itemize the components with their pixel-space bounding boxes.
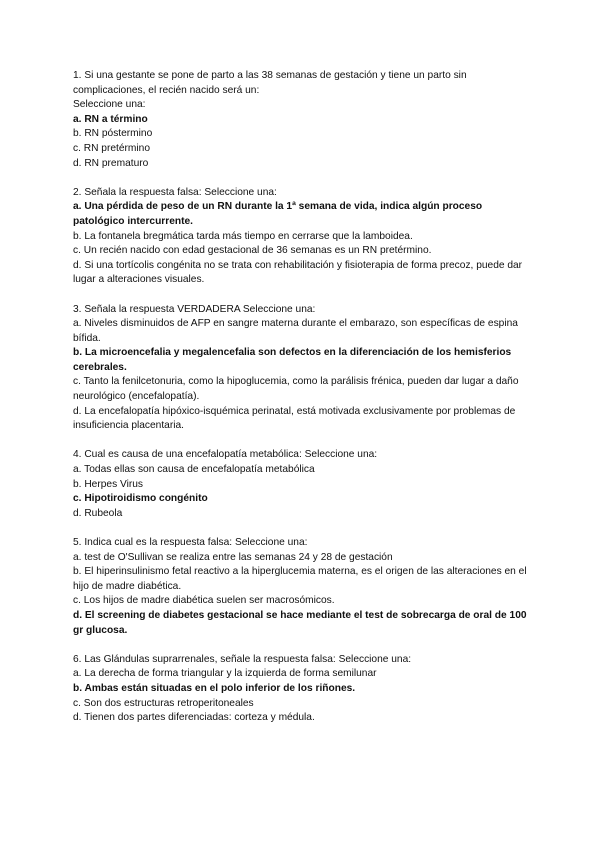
answer-option-correct: a. RN a término xyxy=(73,113,148,125)
answer-option: c. Los hijos de madre diabética suelen ser macrosómicos. xyxy=(73,595,335,607)
answer-option: d. Si una tortícolis congénita no se trata con rehabilitación y fisioterapia de forma precoz, puede dar lugar a alteraciones visuales. xyxy=(73,259,523,286)
answer-option: a. test de O'Sullivan se realiza entre las semanas 24 y 28 de gestación xyxy=(73,551,393,563)
answer-option: b. Herpes Virus xyxy=(73,478,144,490)
answer-option: b. RN póstermino xyxy=(73,128,153,140)
question-prompt: 3. Señala la respuesta VERDADERA Seleccione una: xyxy=(73,303,316,315)
answer-option: d. La encefalopatía hipóxico-isquémica perinatal, está motivada exclusivamente por problemas de insuficiencia placentaria. xyxy=(73,405,516,432)
question-1 xyxy=(73,69,530,171)
answer-option: d. Tienen dos partes diferenciadas: corteza y médula. xyxy=(73,712,315,724)
question-prompt: 6. Las Glándulas suprarrenales, señale la respuesta falsa: Seleccione una: xyxy=(73,653,412,665)
answer-option-correct: a. Una pérdida de peso de un RN durante la 1ª semana de vida, indica algún proceso patológico intercurrente. xyxy=(73,201,483,227)
answer-option: a. La derecha de forma triangular y la izquierda de forma semilunar xyxy=(73,668,377,680)
answer-option-correct: c. Hipotiroidismo congénito xyxy=(73,493,208,505)
answer-option: d. RN prematuro xyxy=(73,157,149,169)
question-prompt: 5. Indica cual es la respuesta falsa: Seleccione una: xyxy=(73,537,308,548)
answer-option: a. Todas ellas son causa de encefalopatía metabólica xyxy=(73,464,315,476)
question-6 xyxy=(73,653,530,726)
answer-option-correct: d. El screening de diabetes gestacional se hace mediante el test de sobrecarga de oral de 100 gr glucosa. xyxy=(73,609,527,636)
answer-option: b. La fontanela bregmática tarda más tiempo en cerrarse que la lamboidea. xyxy=(73,230,413,242)
answer-option: c. RN pretérmino xyxy=(73,142,150,154)
answer-option: b. El hiperinsulinismo fetal reactivo a la hiperglucemia materna, es el origen de las alteraciones en el hijo de madre diabética. xyxy=(73,566,527,592)
question-prompt: 4. Cual es causa de una encefalopatía metabólica: Seleccione una: xyxy=(73,449,378,461)
answer-option: c. Tanto la fenilcetonuria, como la hipoglucemia, como la parálisis frénica, pueden dar lugar a daño neurológico (encefalopatía). xyxy=(73,376,519,403)
question-prompt: 1. Si una gestante se pone de parto a las 38 semanas de gestación y tiene un parto sin complicaciones, el recién nacido será un: xyxy=(73,70,467,96)
question-prompt: 2. Señala la respuesta falsa: Seleccione una: xyxy=(73,186,277,198)
answer-option-correct: b. Ambas están situadas en el polo inferior de los riñones. xyxy=(73,682,356,694)
answer-option: c. Un recién nacido con edad gestacional de 36 semanas es un RN pretérmino. xyxy=(73,245,432,257)
answer-option: c. Son dos estructuras retroperitoneales xyxy=(73,697,254,709)
answer-option-correct: b. La microencefalia y megalencefalia son defectos en la diferenciación de los hemisferios cerebrales. xyxy=(73,347,512,373)
answer-option: d. Rubeola xyxy=(73,507,123,519)
question-3 xyxy=(73,303,530,434)
question-5 xyxy=(73,536,530,638)
question-2 xyxy=(73,186,530,288)
question-4 xyxy=(73,448,530,521)
question-instruction: Seleccione una: xyxy=(73,99,146,111)
answer-option: a. Niveles disminuidos de AFP en sangre materna durante el embarazo, son específicas de espina bífida. xyxy=(73,318,518,344)
